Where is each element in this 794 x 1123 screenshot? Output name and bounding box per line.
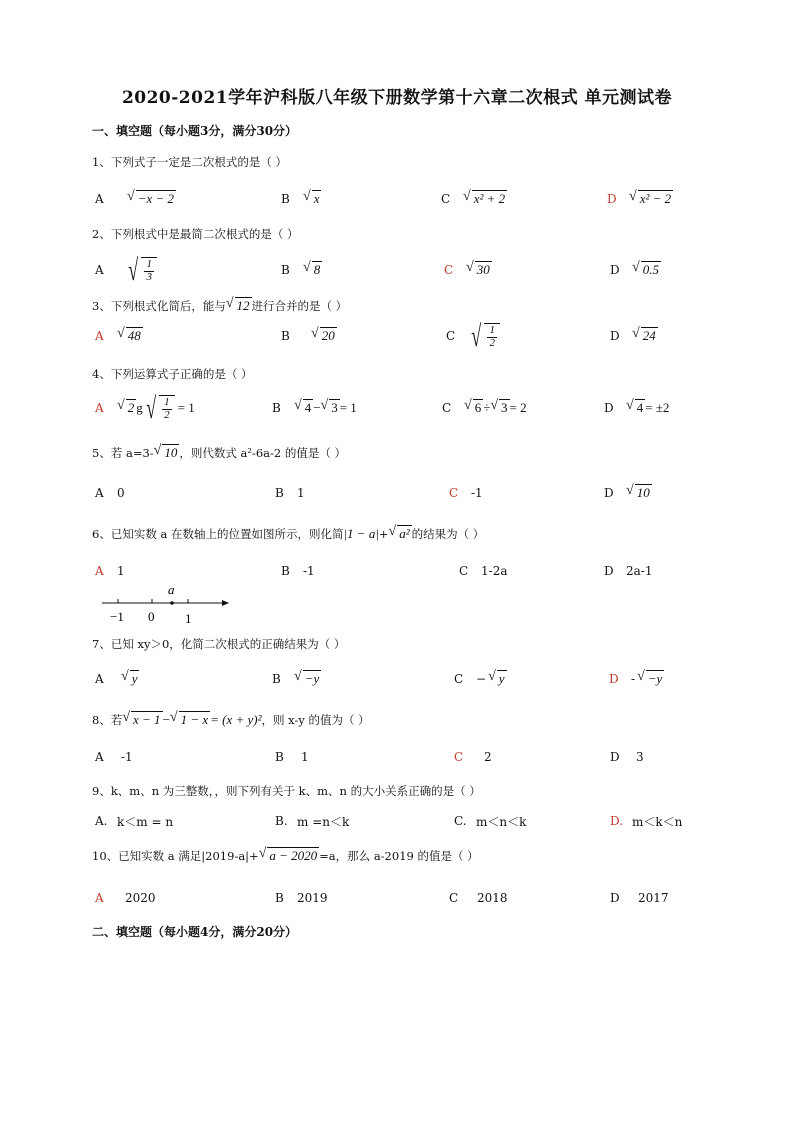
option-d[interactable]: D √ 24 [610,326,656,344]
option-b[interactable]: B 2019 [275,891,328,905]
option-d[interactable]: D √ 10 [604,483,650,501]
option-c[interactable]: C. m＜n＜k [454,814,527,829]
option-a[interactable]: A 2020 [95,891,156,905]
option-b[interactable]: B √ 4 − √ 3 = 1 [272,398,357,416]
option-a[interactable]: A √ 48 [95,326,141,344]
option-b[interactable]: B. m =n＜k [275,814,350,829]
question-7-stem: 7、已知 xy＞0，化简二次根式的正确结果为（ ） [92,637,346,651]
option-d[interactable]: D 3 [610,750,644,764]
question-4-options [0,390,794,426]
option-a[interactable]: A. k＜m = n [95,814,174,829]
label-zero: 0 [148,609,155,624]
option-c[interactable]: C √ 6 ÷ √ 3 = 2 [442,398,527,416]
question-1-options [0,182,794,216]
radicand: x² − 2 [639,191,672,207]
option-b[interactable]: B -1 [281,564,315,578]
arrow-right-icon [222,600,229,606]
question-9-options [0,804,794,838]
option-d[interactable]: D 2017 [610,891,669,905]
question-5-options [0,476,794,510]
option-d[interactable]: D 2a-1 [604,564,653,578]
option-c[interactable]: C √ $\frac{1}{2}$ [446,318,500,354]
point-a [170,601,174,605]
option-c[interactable]: C 1-2a [459,564,508,578]
option-a[interactable]: A 1 [95,564,125,578]
question-8-stem: 8、若 √ x − 1 − √ 1 − x = (x + y)² ，则 x-y 的值为（ ） [92,710,370,727]
option-a[interactable]: A √ −x − 2 [95,189,175,207]
option-c[interactable]: C √ x² + 2 [441,189,506,207]
option-b[interactable]: B 1 [275,750,309,764]
option-a[interactable]: A √ $\frac{1}{3}$ [95,252,157,288]
label-one: 1 [185,611,192,626]
option-b[interactable]: B √ 8 [281,260,321,278]
question-8-options [0,740,794,774]
question-2-stem: 2、下列根式中是最简二次根式的是（ ） [92,227,299,241]
radicand: x [313,191,320,207]
radicand: −x − 2 [137,191,175,207]
option-c[interactable]: C − √ y [454,669,505,687]
option-d[interactable]: D. m＜k＜n [610,814,683,829]
question-3-options [0,318,794,354]
option-b[interactable]: B √ 20 [281,326,335,344]
option-d[interactable]: D √ x² − 2 [607,189,672,207]
option-c[interactable]: C -1 [449,486,483,500]
page-title: 2020-2021学年沪科版八年级下册数学第十六章二次根式 单元测试卷 [121,88,673,108]
question-4-stem: 4、下列运算式子正确的是（ ） [92,367,253,381]
question-6-stem: 6、已知实数 a 在数轴上的位置如图所示，则化简 |1 − a| + √ a² 的结果为（ ） [92,524,485,541]
question-2-options [0,252,794,288]
section-heading-2: 二、填空题（每小题4分，满分20分） [92,925,298,939]
radicand: x² + 2 [473,191,506,207]
question-10-options [0,881,794,915]
question-7-options [0,662,794,696]
question-10-stem: 10、已知实数 a 满足|2019-a|+ √ a − 2020 =a，那么 a-2019 的值是（ ） [92,846,479,863]
option-c[interactable]: C √ 30 [444,260,490,278]
question-9-stem: 9、k、m、n 为三整数，，则下列有关于 k、m、n 的大小关系正确的是（ ） [92,784,481,798]
option-b[interactable]: B √ x [281,189,320,207]
option-c[interactable]: C 2 [454,750,492,764]
question-1-stem: 1、下列式子一定是二次根式的是（ ） [92,155,287,169]
label-minus-one: −1 [110,609,124,624]
option-d[interactable]: D - √ −y [609,669,663,687]
option-a[interactable]: A √ 2 g √ $\frac{1}{2}$ = 1 [95,391,195,425]
question-3-stem: 3、下列根式化简后，能与 √ 12 进行合并的是（ ） [92,296,348,313]
option-d[interactable]: D √ 4 = ±2 [604,398,670,416]
option-c[interactable]: C 2018 [449,891,508,905]
question-5-stem: 5、若 a=3- √ 10 ，则代数式 a²-6a-2 的值是（ ） [92,443,347,460]
option-b[interactable]: B √ −y [272,669,320,687]
option-a[interactable]: A 0 [95,486,125,500]
section-heading-1: 一、填空题（每小题3分，满分30分） [92,124,298,138]
option-a[interactable]: A -1 [95,750,133,764]
option-d[interactable]: D √ 0.5 [610,260,659,278]
point-a-label: a [168,583,175,597]
number-line-figure [96,583,236,629]
option-a[interactable]: A √ y [95,669,138,687]
option-b[interactable]: B 1 [275,486,305,500]
